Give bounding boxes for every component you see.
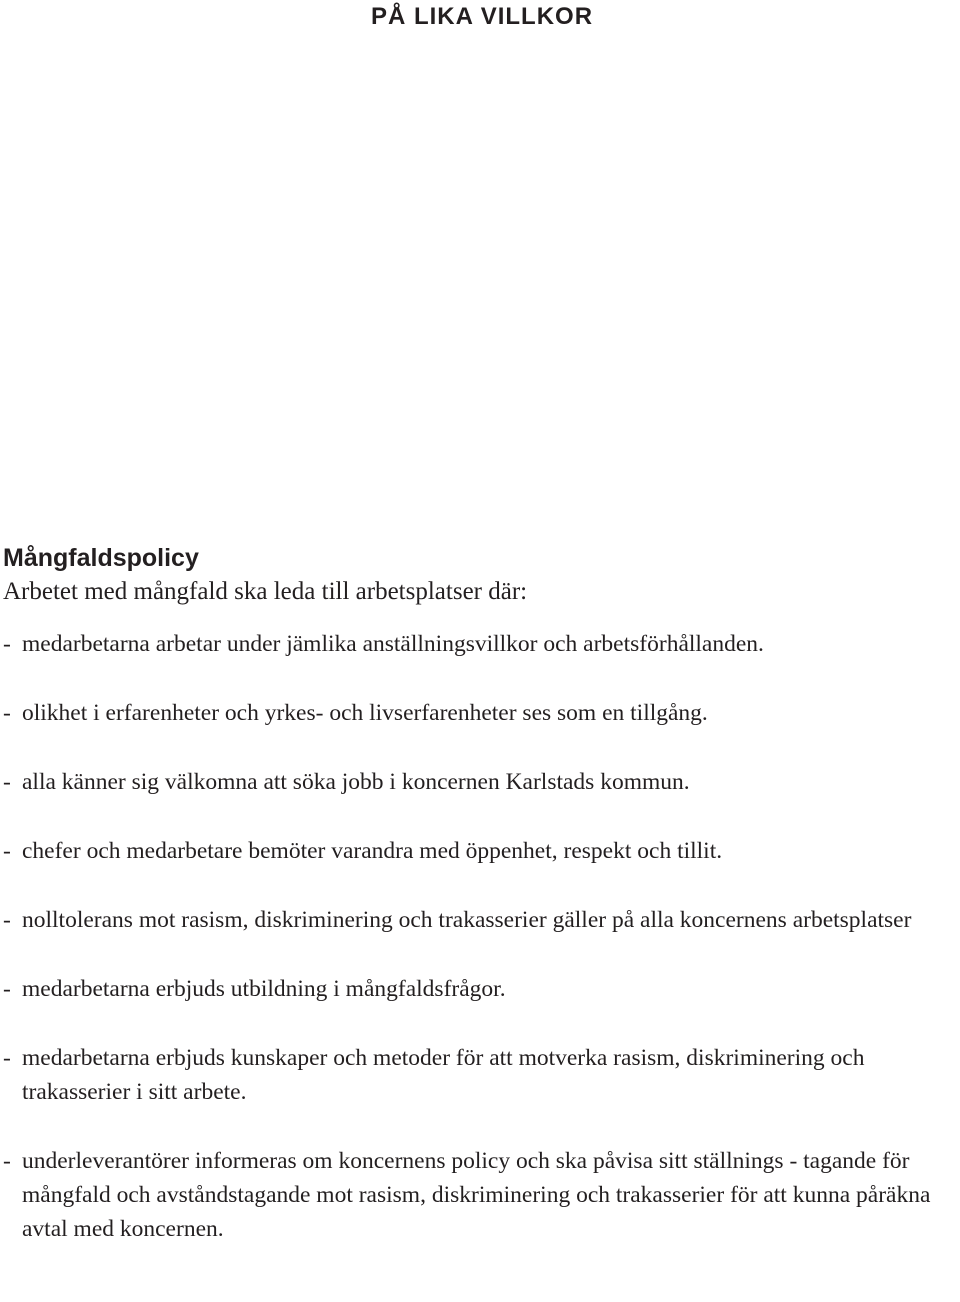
bullet-dash: -	[3, 976, 11, 1002]
list-item	[3, 1041, 958, 1109]
list-item-text: alla känner sig välkomna att söka jobb i koncernen Karlstads kommun.	[22, 769, 690, 795]
list-item	[3, 765, 958, 799]
list-item	[3, 903, 958, 937]
list-item-text: medarbetarna arbetar under jämlika anställningsvillkor och arbetsförhållanden.	[22, 631, 764, 657]
policy-section	[3, 541, 958, 1246]
bullet-dash: -	[3, 838, 11, 864]
list-item-text: chefer och medarbetare bemöter varandra med öppenhet, respekt och tillit.	[22, 838, 723, 864]
list-item-text: underleverantörer informeras om koncernens policy och ska påvisa sitt ställnings - tagande för mångfald och avståndstagande mot rasism, diskriminering och trakasserier för att kunna påräkna avtal med koncernen.	[22, 1148, 931, 1242]
running-title: PÅ LIKA VILLKOR	[370, 3, 594, 30]
section-intro: Arbetet med mångfald ska leda till arbetsplatser där:	[3, 578, 528, 605]
list-item-text: medarbetarna erbjuds utbildning i mångfaldsfrågor.	[22, 976, 506, 1002]
list-item-text: olikhet i erfarenheter och yrkes- och livserfarenheter ses som en tillgång.	[22, 700, 708, 726]
list-item	[3, 627, 958, 661]
bullet-dash: -	[3, 1045, 11, 1071]
bullet-dash: -	[3, 631, 11, 657]
bullet-dash: -	[3, 769, 11, 795]
policy-list	[3, 627, 958, 1246]
list-item	[3, 834, 958, 868]
list-item	[3, 696, 958, 730]
list-item-text: nolltolerans mot rasism, diskriminering och trakasserier gäller på alla koncernens arbetsplatser	[22, 907, 912, 933]
list-item-text: medarbetarna erbjuds kunskaper och metoder för att motverka rasism, diskriminering och trakasserier i sitt arbete.	[22, 1045, 865, 1105]
bullet-dash: -	[3, 907, 11, 933]
bullet-dash: -	[3, 1148, 11, 1174]
list-item	[3, 972, 958, 1006]
section-heading: Mångfaldspolicy	[3, 544, 199, 572]
bullet-dash: -	[3, 700, 11, 726]
list-item	[3, 1144, 958, 1246]
